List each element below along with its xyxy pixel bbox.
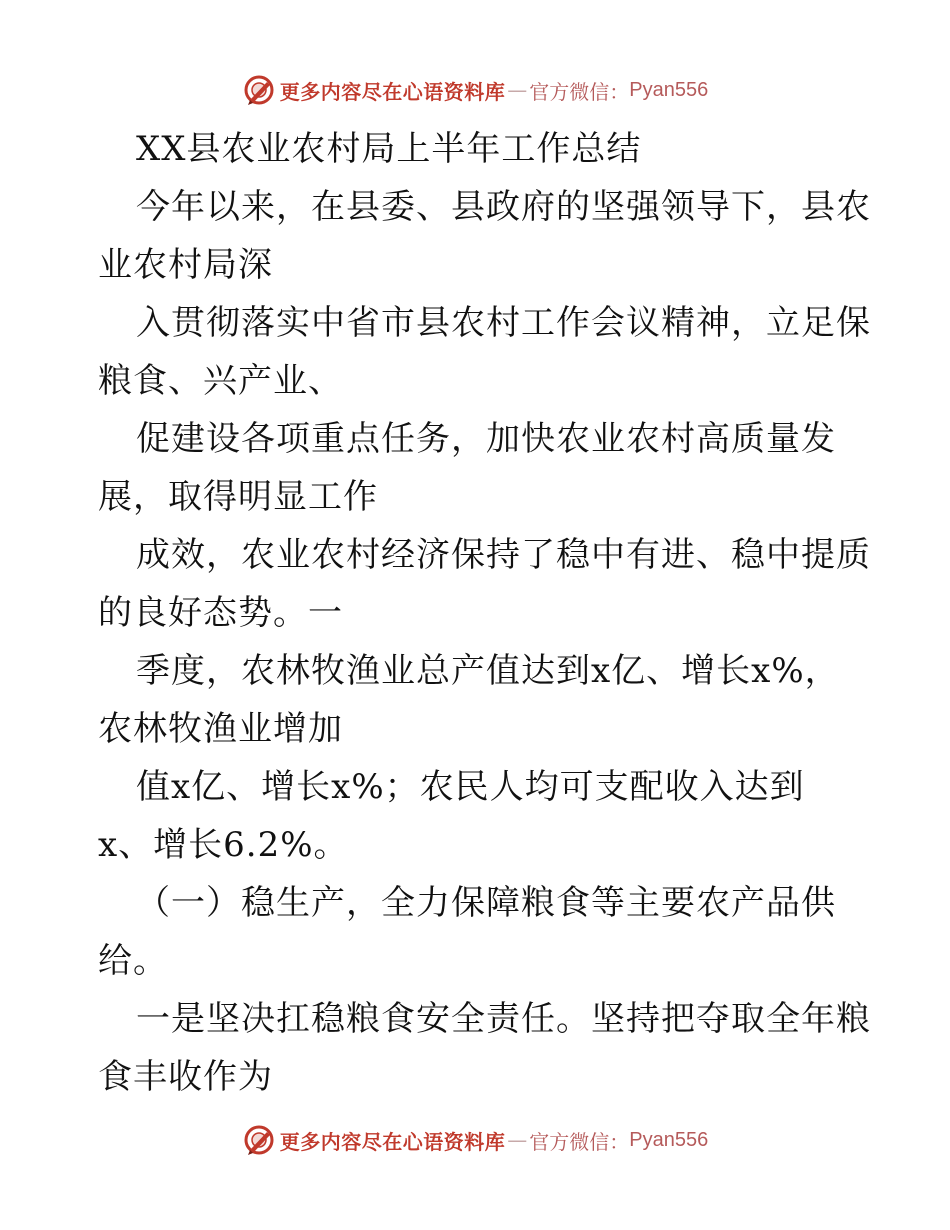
banner-separator: — (507, 1128, 528, 1152)
text-line: 粮食、兴产业、 (98, 361, 343, 401)
banner-main-text: 更多内容尽在心语资料库 (279, 1129, 506, 1154)
text-line: 业农村局深 (98, 245, 273, 285)
text-line: 食丰收作为 (98, 1057, 273, 1097)
text-line: 农林牧渔业增加 (98, 709, 343, 749)
text-line: 值x亿、增长x%；农民人均可支配收入达到 (136, 767, 805, 807)
banner-wechat-id: Pyan556 (629, 78, 709, 101)
text-line: 成效，农业农村经济保持了稳中有进、稳中提质 (136, 535, 871, 575)
text-line: x、增长6.2%。 (98, 825, 349, 865)
text-line: 季度，农林牧渔业总产值达到x亿、增长x%， (136, 651, 840, 691)
banner-wechat-label: 官方微信： (529, 79, 630, 104)
banner-wechat-id: Pyan556 (629, 1128, 709, 1151)
document-body (98, 120, 871, 1106)
pen-logo-icon (242, 73, 276, 107)
banner-separator: — (507, 78, 528, 102)
document-title: XX县农业农村局上半年工作总结 (136, 129, 642, 169)
text-line: 展，取得明显工作 (98, 477, 378, 517)
text-line: 入贯彻落实中省市县农村工作会议精神，立足保 (136, 303, 871, 343)
header-watermark-banner (0, 68, 950, 112)
text-line: 一是坚决扛稳粮食安全责任。坚持把夺取全年粮 (136, 999, 871, 1039)
text-line: 促建设各项重点任务，加快农业农村高质量发 (136, 419, 836, 459)
banner-main-text: 更多内容尽在心语资料库 (279, 79, 506, 104)
text-line: （一）稳生产，全力保障粮食等主要农产品供 (136, 883, 836, 923)
footer-watermark-banner (0, 1118, 950, 1162)
text-line: 的良好态势。一 (98, 593, 343, 633)
banner-wechat-label: 官方微信： (529, 1129, 630, 1154)
pen-logo-icon (242, 1123, 276, 1157)
text-line: 今年以来，在县委、县政府的坚强领导下，县农 (136, 187, 871, 227)
text-line: 给。 (98, 941, 168, 981)
